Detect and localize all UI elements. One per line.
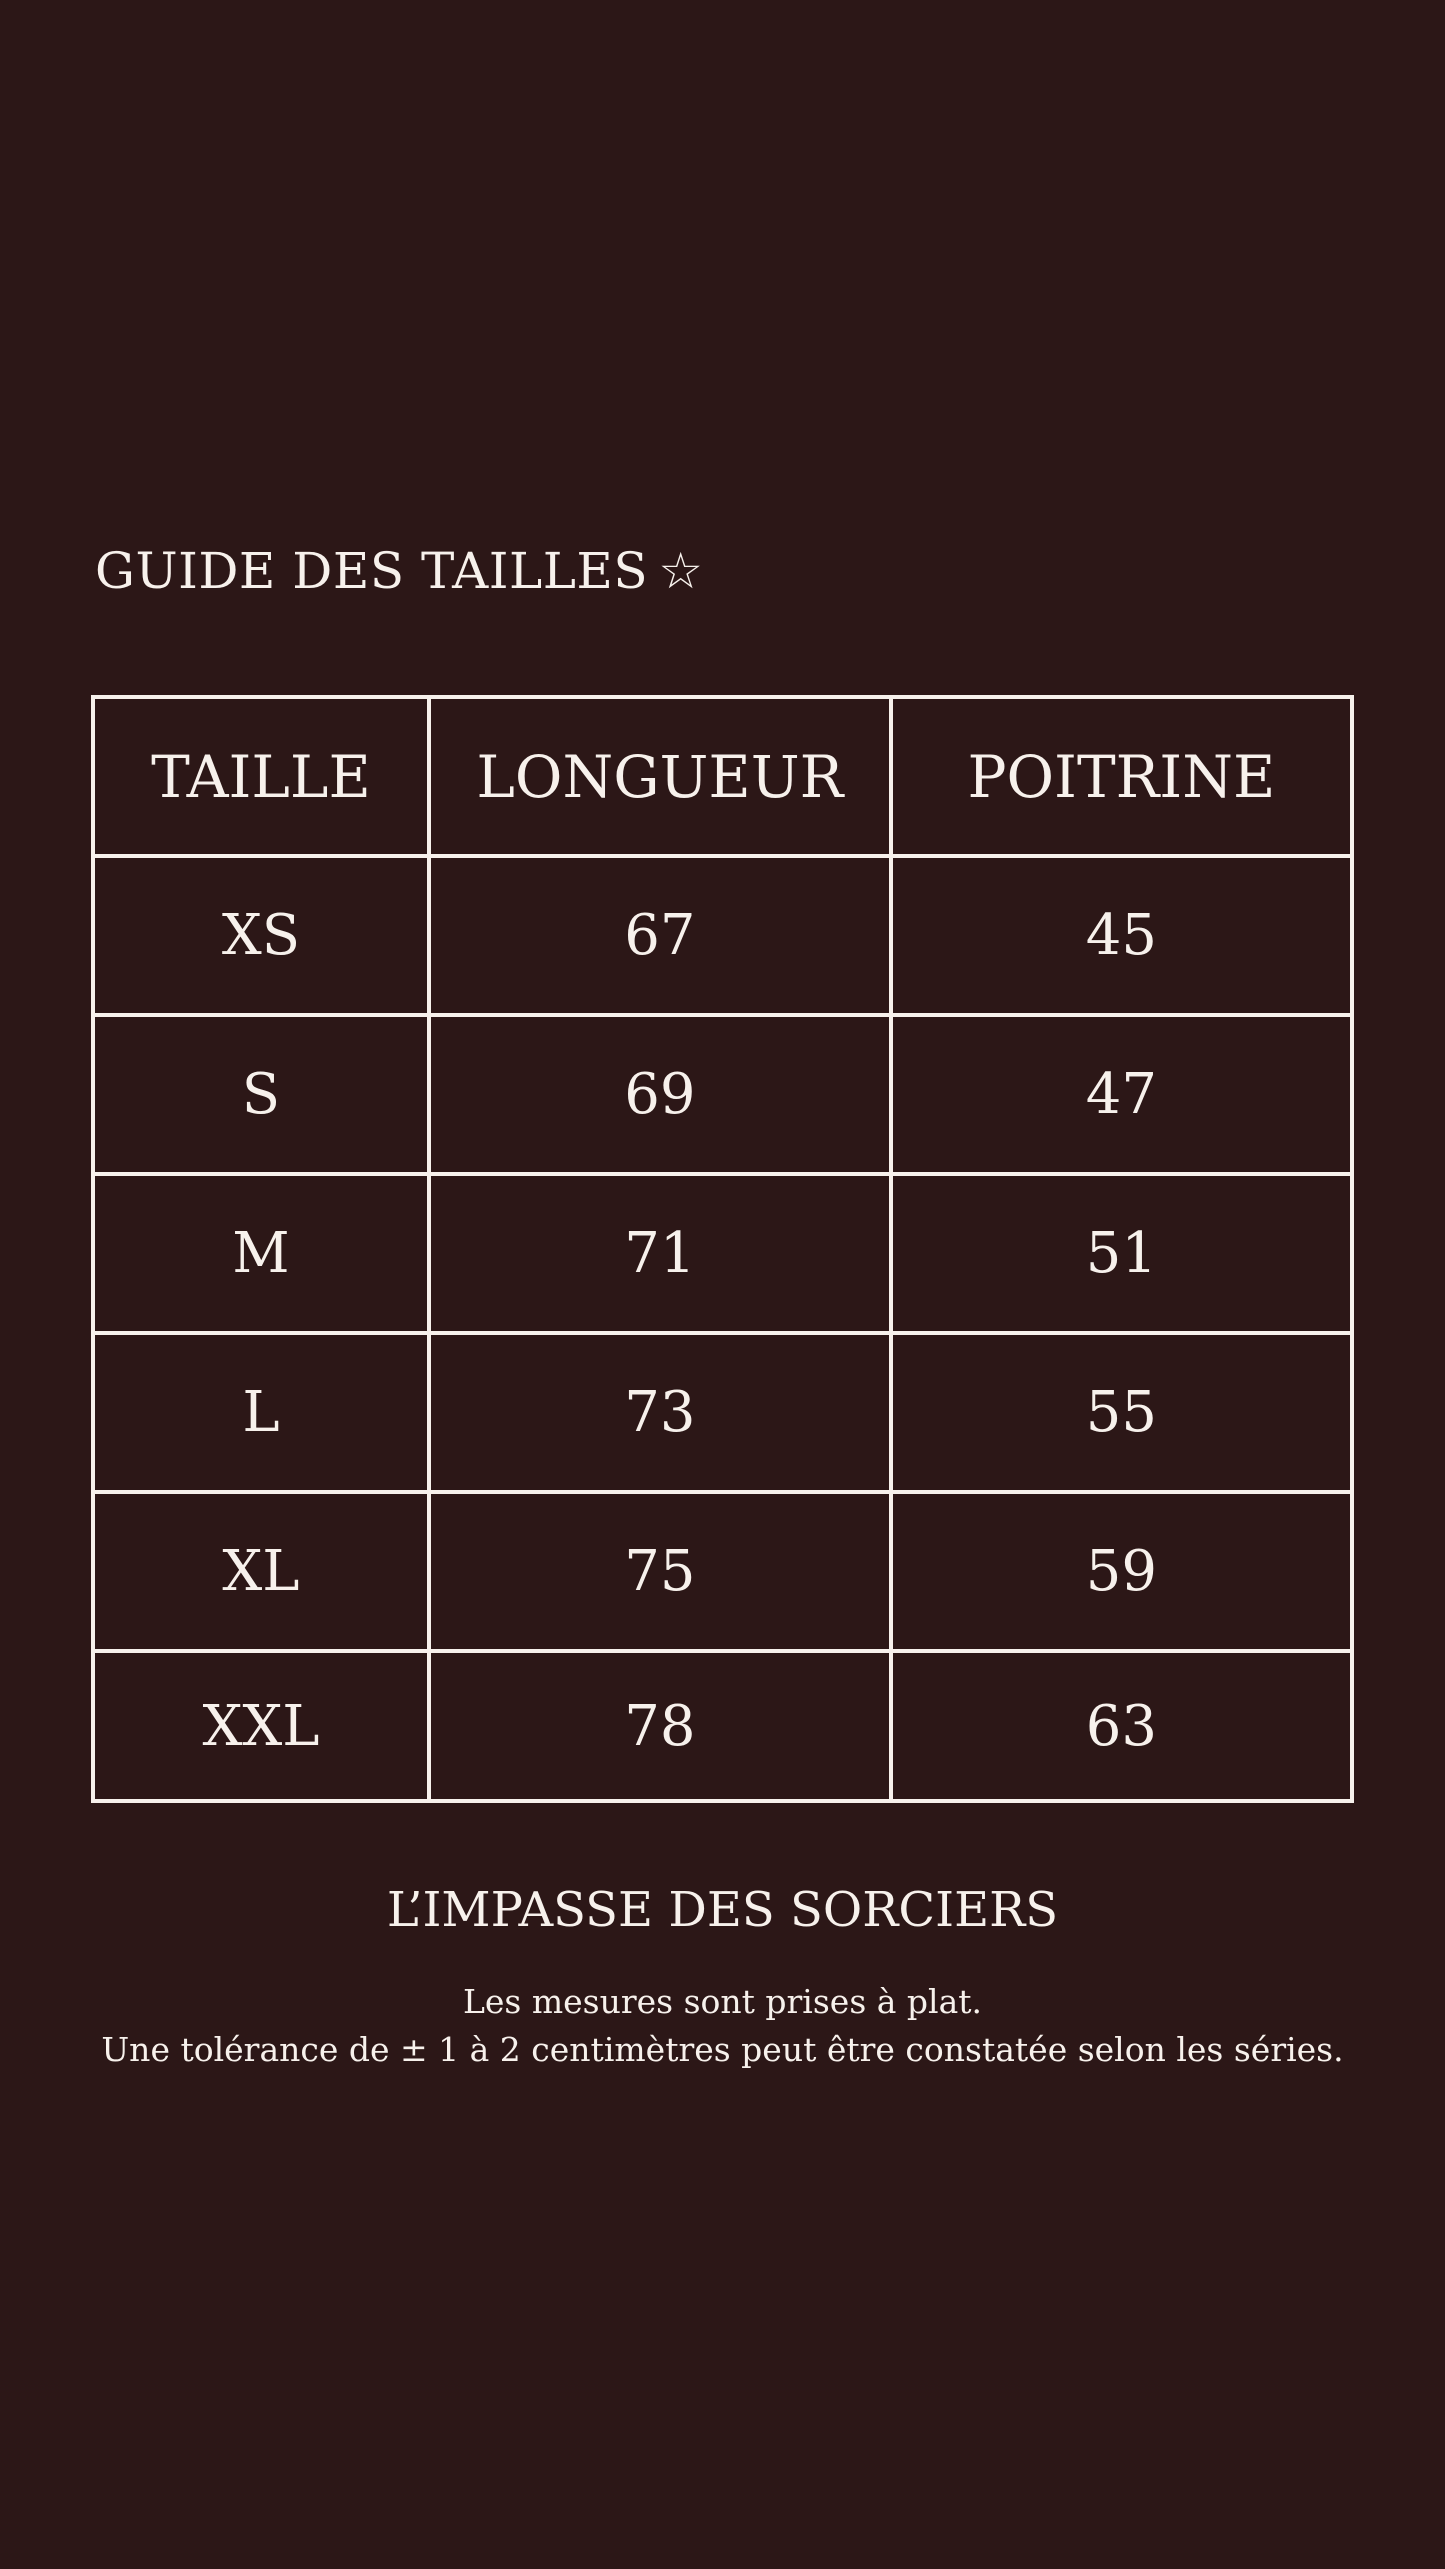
cell-size: XS bbox=[93, 856, 429, 1015]
cell-length: 67 bbox=[429, 856, 891, 1015]
cell-chest: 47 bbox=[891, 1015, 1352, 1174]
table-header-row bbox=[93, 697, 1352, 856]
table-row bbox=[93, 1333, 1352, 1492]
cell-chest: 55 bbox=[891, 1333, 1352, 1492]
table-row bbox=[93, 856, 1352, 1015]
column-header-size: TAILLE bbox=[93, 697, 429, 856]
page-title-text: GUIDE DES TAILLES bbox=[95, 542, 649, 600]
cell-length: 73 bbox=[429, 1333, 891, 1492]
cell-size: S bbox=[93, 1015, 429, 1174]
cell-size: XXL bbox=[93, 1651, 429, 1801]
table-row bbox=[93, 1174, 1352, 1333]
table-row bbox=[93, 1492, 1352, 1651]
cell-length: 78 bbox=[429, 1651, 891, 1801]
cell-size: L bbox=[93, 1333, 429, 1492]
cell-size: XL bbox=[93, 1492, 429, 1651]
measurement-note: Les mesures sont prises à plat. bbox=[462, 1982, 983, 2021]
table-row bbox=[93, 1651, 1352, 1801]
table-row bbox=[93, 1015, 1352, 1174]
cell-length: 75 bbox=[429, 1492, 891, 1651]
cell-length: 71 bbox=[429, 1174, 891, 1333]
cell-length: 69 bbox=[429, 1015, 891, 1174]
tolerance-note: Une tolérance de ± 1 à 2 centimètres peut être constatée selon les séries. bbox=[101, 2030, 1344, 2069]
cell-size: M bbox=[93, 1174, 429, 1333]
cell-chest: 51 bbox=[891, 1174, 1352, 1333]
column-header-chest: POITRINE bbox=[891, 697, 1352, 856]
page-title bbox=[95, 536, 704, 606]
column-header-length: LONGUEUR bbox=[429, 697, 891, 856]
cell-chest: 63 bbox=[891, 1651, 1352, 1801]
size-guide-table bbox=[91, 695, 1354, 1803]
cell-chest: 45 bbox=[891, 856, 1352, 1015]
star-icon: ☆ bbox=[658, 542, 704, 600]
cell-chest: 59 bbox=[891, 1492, 1352, 1651]
brand-name: L’IMPASSE DES SORCIERS bbox=[386, 1882, 1059, 1938]
